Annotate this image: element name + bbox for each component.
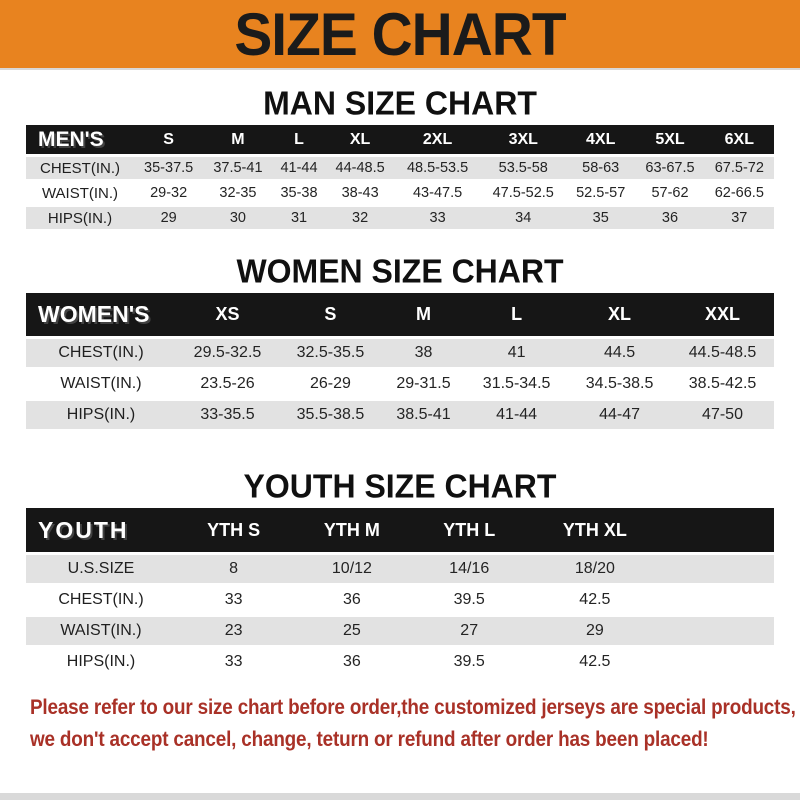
women-waist-row [26,370,774,398]
row-label: CHEST(IN.) [26,157,134,179]
size-value: 25 [291,617,412,645]
size-value: 29-31.5 [382,370,465,398]
youth-size-col: YTH M [291,508,412,552]
size-value: 35-38 [273,182,326,204]
size-value: 31 [273,207,326,229]
women-section-heading: WOMEN SIZE CHART [236,252,564,290]
size-value: 32.5-35.5 [279,339,382,367]
women-table-header [26,293,774,336]
size-value: 47-50 [671,401,774,429]
size-value: 44.5 [568,339,671,367]
size-value: 26-29 [279,370,382,398]
row-label: WAIST(IN.) [26,617,176,645]
youth-size-col: YTH S [176,508,291,552]
banner [0,0,800,70]
size-value: 41-44 [465,401,568,429]
size-value: 35.5-38.5 [279,401,382,429]
youth-hips-row [26,648,774,676]
size-value: 8 [176,555,291,583]
women-size-table [26,290,774,432]
size-value: 48.5-53.5 [395,157,481,179]
size-value: 38.5-41 [382,401,465,429]
men-size-col: 6XL [705,125,774,154]
row-label: WAIST(IN.) [26,182,134,204]
page-title: SIZE CHART [234,0,566,68]
size-value: 38.5-42.5 [671,370,774,398]
disclaimer [0,692,800,756]
spacer-cell [664,555,774,583]
row-label: HIPS(IN.) [26,401,176,429]
size-value: 44.5-48.5 [671,339,774,367]
size-value: 37.5-41 [203,157,272,179]
women-size-col: XL [568,293,671,336]
size-value: 58-63 [566,157,635,179]
size-value: 39.5 [413,648,526,676]
women-size-col: L [465,293,568,336]
size-value: 29 [526,617,664,645]
size-value: 43-47.5 [395,182,481,204]
disclaimer-line-1: Please refer to our size chart before order,the customized jerseys are special products, [30,696,796,719]
size-value: 62-66.5 [705,182,774,204]
women-size-col: XXL [671,293,774,336]
youth-chest-row [26,586,774,614]
men-table-label: MEN'S [26,125,134,154]
size-value: 36 [291,648,412,676]
bottom-edge-strip [0,793,800,800]
size-value: 67.5-72 [705,157,774,179]
women-header-row [26,293,774,336]
youth-size-table [26,505,774,679]
men-size-col: 5XL [635,125,704,154]
size-value: 33 [176,648,291,676]
size-value: 39.5 [413,586,526,614]
size-value: 29 [134,207,203,229]
men-waist-row [26,182,774,204]
disclaimer-line-2: we don't accept cancel, change, teturn or refund after order has been placed! [30,728,709,751]
size-value: 44-48.5 [325,157,394,179]
size-value: 10/12 [291,555,412,583]
women-size-col: M [382,293,465,336]
size-value: 38 [382,339,465,367]
size-value: 37 [705,207,774,229]
size-value: 32-35 [203,182,272,204]
youth-size-col: YTH XL [526,508,664,552]
women-hips-row [26,401,774,429]
women-chest-row [26,339,774,367]
size-value: 36 [635,207,704,229]
size-value: 29-32 [134,182,203,204]
size-value: 63-67.5 [635,157,704,179]
men-size-col: M [203,125,272,154]
size-value: 42.5 [526,586,664,614]
size-value: 31.5-34.5 [465,370,568,398]
size-value: 33 [176,586,291,614]
men-size-col: 3XL [480,125,566,154]
size-value: 23.5-26 [176,370,279,398]
size-value: 33-35.5 [176,401,279,429]
size-value: 18/20 [526,555,664,583]
spacer-cell [664,648,774,676]
size-value: 53.5-58 [480,157,566,179]
women-table-label: WOMEN'S [26,293,176,336]
row-label: HIPS(IN.) [26,207,134,229]
row-label: WAIST(IN.) [26,370,176,398]
row-label: CHEST(IN.) [26,586,176,614]
men-hips-row [26,207,774,229]
size-value: 32 [325,207,394,229]
size-value: 42.5 [526,648,664,676]
women-size-col: S [279,293,382,336]
size-value: 52.5-57 [566,182,635,204]
size-value: 44-47 [568,401,671,429]
men-size-col: XL [325,125,394,154]
size-value: 27 [413,617,526,645]
men-table-header [26,125,774,154]
men-header-row [26,125,774,154]
size-value: 23 [176,617,291,645]
size-value: 41-44 [273,157,326,179]
size-value: 33 [395,207,481,229]
youth-table-label: YOUTH [26,508,176,552]
youth-section-heading: YOUTH SIZE CHART [243,467,557,505]
row-label: CHEST(IN.) [26,339,176,367]
men-chest-row [26,157,774,179]
size-value: 30 [203,207,272,229]
size-value: 36 [291,586,412,614]
spacer-cell [664,586,774,614]
spacer-cell [664,617,774,645]
size-value: 34.5-38.5 [568,370,671,398]
size-value: 29.5-32.5 [176,339,279,367]
size-value: 34 [480,207,566,229]
men-size-col: S [134,125,203,154]
men-size-col: 2XL [395,125,481,154]
size-value: 14/16 [413,555,526,583]
size-value: 47.5-52.5 [480,182,566,204]
size-value: 38-43 [325,182,394,204]
youth-header-row [26,508,774,552]
men-size-col: 4XL [566,125,635,154]
men-size-col: L [273,125,326,154]
spacer-cell [664,508,774,552]
youth-size-col: YTH L [413,508,526,552]
size-value: 57-62 [635,182,704,204]
row-label: U.S.SIZE [26,555,176,583]
men-size-table [26,122,774,232]
row-label: HIPS(IN.) [26,648,176,676]
size-value: 35 [566,207,635,229]
youth-waist-row [26,617,774,645]
youth-ussize-row [26,555,774,583]
size-value: 41 [465,339,568,367]
women-size-col: XS [176,293,279,336]
youth-table-header [26,508,774,552]
men-section-heading: MAN SIZE CHART [263,84,537,122]
size-value: 35-37.5 [134,157,203,179]
